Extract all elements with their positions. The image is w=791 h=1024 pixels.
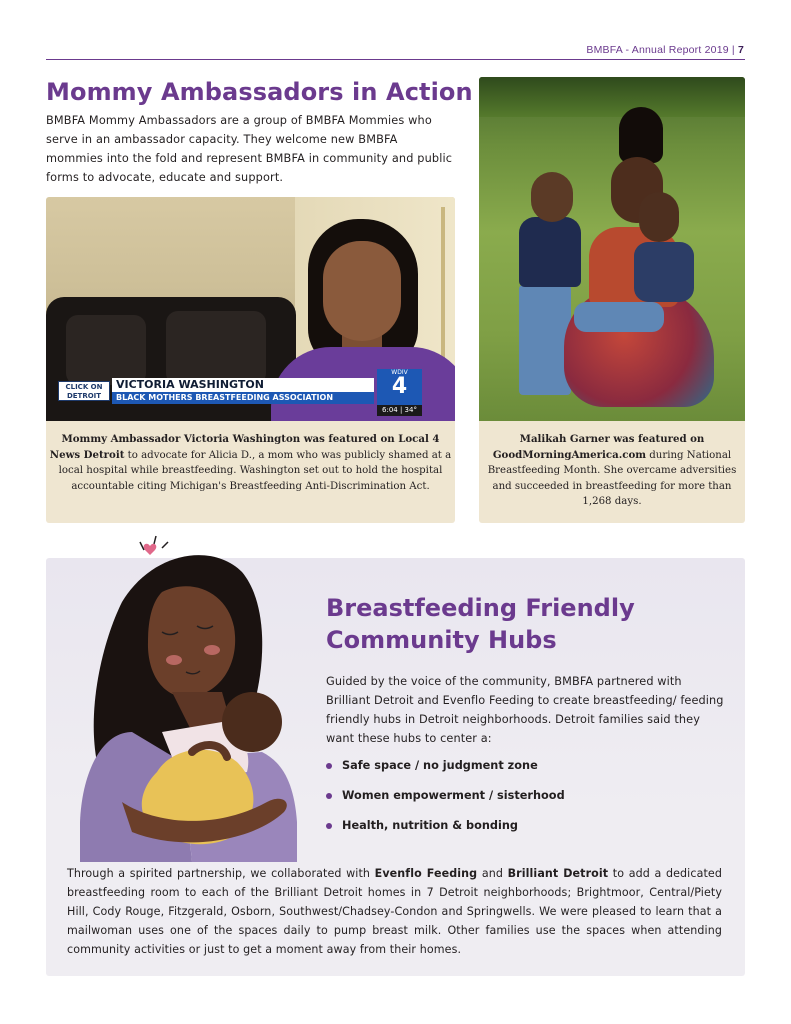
bullet-dot — [326, 823, 332, 829]
section-title-ambassadors: Mommy Ambassadors in Action — [46, 78, 473, 106]
family-photo — [479, 77, 745, 421]
standing-boy-head — [531, 172, 573, 222]
section-title-hubs: Breastfeeding Friendly Community Hubs — [326, 594, 635, 654]
heart-icon — [144, 544, 157, 555]
list-item-text: Health, nutrition & bonding — [342, 819, 518, 832]
caption-malikah-text: during National Breastfeeding Month. She overcame adversities and succeeded in breastfeeding for more than 1,268 days. — [487, 449, 737, 507]
header-divider — [46, 59, 745, 60]
caption-malikah-bold-2: GoodMorningAmerica.com — [492, 448, 647, 461]
list-item-text: Women empowerment / sisterhood — [342, 789, 565, 802]
hubs-intro: Guided by the voice of the community, BMBFA partnered with Brilliant Detroit and Evenflo Feeding to create breastfeeding/ feeding friendly hubs in Detroit neighborhoods. Detroit families said they want these hubs to center a: — [326, 675, 724, 745]
partnership-text: Through a spirited partnership, we collaborated with — [67, 867, 375, 880]
click-on-detroit-logo — [58, 381, 110, 401]
baby-head — [222, 692, 282, 752]
partner-evenflo: Evenflo Feeding — [374, 867, 478, 880]
standing-boy-shirt — [519, 217, 581, 287]
seated-boy-head — [639, 192, 679, 242]
standing-boy-jeans — [519, 285, 571, 395]
channel-number: 4 — [391, 374, 408, 399]
news-still-photo — [46, 197, 455, 421]
couch-cushion — [166, 311, 266, 385]
mother-hair — [619, 107, 663, 163]
chyron-name: VICTORIA WASHINGTON — [112, 378, 374, 392]
mother-cheek — [166, 655, 182, 665]
list-item — [326, 818, 726, 848]
couch-cushion — [66, 315, 146, 385]
bullet-dot — [326, 793, 332, 799]
mother-cheek — [204, 645, 220, 655]
subject-face — [323, 241, 401, 341]
partnership-text: and — [477, 867, 508, 880]
list-item-text: Safe space / no judgment zone — [342, 759, 538, 772]
list-item — [326, 788, 726, 818]
caption-victoria — [46, 421, 455, 523]
partner-brilliant-detroit: Brilliant Detroit — [507, 867, 609, 880]
caption-victoria-bold: Mommy Ambassador Victoria Washington was featured on Local 4 News Detroit — [49, 433, 440, 461]
seated-boy-jeans — [574, 302, 664, 332]
hub-priorities-list — [326, 758, 726, 848]
ambassadors-intro: BMBFA Mommy Ambassadors are a group of BMBFA Mommies who serve in an ambassador capacity. They welcome new BMBFA mommies into the fold and represent BMBFA in community and public forms to advocate, educate and support. — [46, 114, 453, 184]
logo-line-top: CLICK ON — [65, 383, 103, 391]
page-number: 7 — [737, 44, 744, 56]
tree-line — [479, 77, 745, 117]
list-item — [326, 758, 726, 788]
partnership-text: to add a dedicated breastfeeding room to each of the Brilliant Detroit homes in 7 Detroit neighborhoods; Brightmoor, Central/Piety Hill, Cody Rouge, Fitzgerald, Osborn, Southwest/Chadsey-Condon and Springwells. We were pleased to learn that a mailwoman uses one of the spaces daily to pump breast milk. Other families use the spaces when attending community activities or just to get a moment away from their homes. — [67, 867, 722, 956]
seated-boy-shirt — [634, 242, 694, 302]
bullet-dot — [326, 763, 332, 769]
caption-malikah — [479, 421, 745, 523]
chyron-org: BLACK MOTHERS BREASTFEEDING ASSOCIATION — [112, 392, 374, 404]
station-label: WDIV — [391, 369, 408, 376]
partnership-paragraph — [67, 864, 722, 959]
page-header — [586, 44, 744, 56]
logo-line-bottom: DETROIT — [66, 392, 102, 400]
time-temp: 6:04 | 34° — [377, 405, 422, 416]
caption-victoria-text: to advocate for Alicia D., a mom who was publicly shamed at a local hospital while breastfeeding. Washington set out to hold the hospital accountable citing Michigan's Breastfeeding Anti-Discrimination Act. — [58, 449, 452, 492]
report-label: BMBFA - Annual Report 2019 | — [586, 44, 735, 56]
breastfeeding-illustration — [62, 532, 312, 862]
caption-malikah-bold-1: Malikah Garner was featured on — [519, 433, 705, 445]
